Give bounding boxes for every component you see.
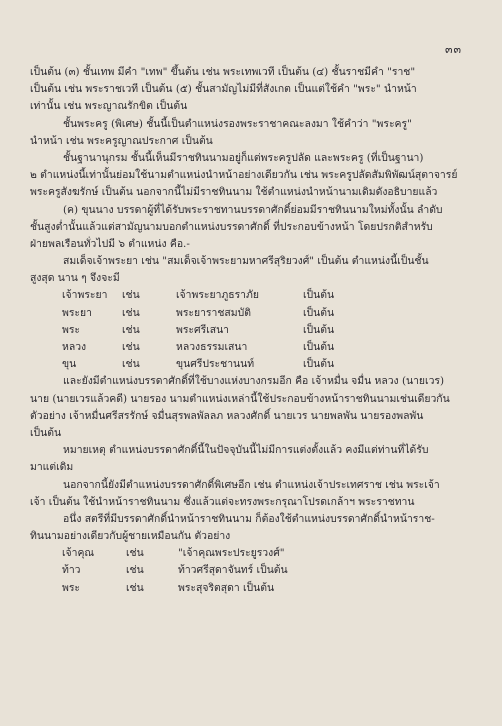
example-name: ท้าวศรีสุดาจันทร์ เป็นต้น bbox=[178, 564, 288, 577]
text-line: ตัวอย่าง เจ้าหมื่นศรีสรรักษ์ จมื่นสุรพลพัลลภ หลวงศักดิ์ นายเวร นายพลพัน นายรองพลพัน bbox=[30, 409, 424, 422]
rank-title: เจ้าพระยา bbox=[62, 289, 108, 302]
table-row bbox=[30, 580, 476, 597]
example-word: เช่น bbox=[122, 306, 140, 319]
text-line: เป็นต้น (๓) ชั้นเทพ มีคำ "เทพ" ขึ้นต้น เช่น พระเทพเวที เป็นต้น (๔) ชั้นราชมีคำ "ราช" bbox=[30, 66, 416, 78]
text-line: เป็นต้น เช่น พระราชเวที เป็นต้น (๕) ชั้นสามัญไม่มีที่สังเกต เป็นแต่ใช้คำ "พระ" นำหน้า bbox=[30, 83, 417, 96]
text-line: พระครูสังฆรักษ์ เป็นต้น นอกจากนี้ไม่มีราชทินนาม ใช้ตำแหน่งนำหน้านามเดิมดังอธิบายแล้ว bbox=[30, 186, 438, 199]
text-line: ๒ ตำแหน่งนี้เท่านั้นย่อมใช้นามตำแหน่งนำหน้าอย่างเดียวกัน เช่น พระครูปลัดสัมพิพัฒน์สุตาจารย์ bbox=[30, 169, 458, 182]
example-word: เช่น bbox=[126, 547, 144, 560]
example-name: หลวงธรรมเสนา bbox=[176, 341, 248, 353]
text-line: (ค) ขุนนาง บรรดาผู้ที่ได้รับพระราชทานบรรดาศักดิ์ย่อมมีราชทินนามใหม่ทั้งนั้น ลำดับ bbox=[63, 203, 443, 216]
rank-title: พระ bbox=[62, 581, 81, 594]
page-body bbox=[30, 64, 476, 597]
table-row bbox=[30, 322, 476, 339]
rank-title: พระ bbox=[62, 323, 81, 336]
rank-title: พระยา bbox=[62, 306, 92, 319]
text-line: มาแต่เดิม bbox=[30, 461, 74, 474]
text-line: ฝ่ายพลเรือนทั่วไปมี ๖ ตำแหน่ง คือ.- bbox=[30, 237, 190, 250]
text-line: ทินนามอย่างเดียวกับผู้ชายเหมือนกัน ตัวอย่าง bbox=[30, 530, 231, 543]
text-line: นาย (นายเวรแล้วคดี) นายรอง นามตำแหน่งเหล่านี้ใช้ประกอบข้างหน้าราชทินนามเช่นเดียวกัน bbox=[30, 392, 450, 405]
suffix: เป็นต้น bbox=[303, 289, 335, 302]
example-name: พระศรีเสนา bbox=[176, 323, 230, 336]
table-row bbox=[30, 545, 476, 562]
example-name: พระยาราชสมบัติ bbox=[176, 306, 251, 319]
suffix: เป็นต้น bbox=[303, 323, 335, 336]
table-row bbox=[30, 287, 476, 304]
rank-title: ท้าว bbox=[62, 564, 81, 577]
table-row bbox=[30, 356, 476, 373]
example-word: เช่น bbox=[126, 564, 144, 577]
table-row bbox=[30, 562, 476, 579]
text-line: ชั้นฐานานุกรม ชั้นนี้เห็นมีราชทินนามอยู่ก็แต่พระครูปลัด และพระครู (ที่เป็นฐานา) bbox=[63, 151, 424, 164]
rank-table bbox=[30, 287, 476, 373]
text-line: และยังมีตำแหน่งบรรดาศักดิ์ที่ใช้บางแห่งบางกรมอีก คือ เจ้าหมื่น จมื่น หลวง (นายเวร) bbox=[63, 375, 445, 388]
table-row bbox=[30, 339, 476, 356]
example-word: เช่น bbox=[122, 289, 140, 302]
text-line: เป็นต้น bbox=[30, 426, 62, 439]
example-word: เช่น bbox=[122, 358, 140, 371]
rank-title: หลวง bbox=[62, 341, 87, 353]
example-name: "เจ้าคุณพระประยูรวงศ์" bbox=[178, 547, 285, 560]
text-line: สมเด็จเจ้าพระยา เช่น "สมเด็จเจ้าพระยามหาศรีสุริยวงศ์" เป็นต้น ตำแหน่งนี้เป็นชั้น bbox=[63, 255, 429, 268]
example-name: ขุนศรีประชานนท์ bbox=[176, 358, 255, 371]
text-line: ชั้นพระครู (พิเศษ) ชั้นนี้เป็นตำแหน่งรองพระราชาคณะลงมา ใช้คำว่า "พระครู" bbox=[63, 117, 412, 130]
text-line: อนึ่ง สตรีที่มีบรรดาศักดิ์นำหน้าราชทินนาม ก็ต้องใช้ตำแหน่งบรรดาศักดิ์นำหน้าราช- bbox=[63, 512, 435, 525]
text-line: หมายเหตุ ตำแหน่งบรรดาศักดิ์นี้ในปัจจุบันนี้ไม่มีการแต่งตั้งแล้ว คงมีแต่ท่านที่ได้รับ bbox=[63, 444, 429, 457]
example-word: เช่น bbox=[126, 581, 144, 594]
text-line: เจ้า เป็นต้น ใช้นำหน้าราชทินนาม ซึ่งแล้วแต่จะทรงพระกรุณาโปรดเกล้าฯ พระราชทาน bbox=[30, 495, 415, 508]
suffix: เป็นต้น bbox=[303, 341, 335, 353]
female-rank-table bbox=[30, 545, 476, 597]
example-name: พระสุจริตสุดา เป็นต้น bbox=[178, 581, 275, 594]
page-number: ๓๓ bbox=[444, 43, 462, 56]
table-row bbox=[30, 305, 476, 322]
rank-title: ขุน bbox=[62, 358, 77, 371]
text-line: สูงสุด นาน ๆ จึงจะมี bbox=[30, 272, 120, 285]
example-name: เจ้าพระยาภูธราภัย bbox=[176, 289, 259, 302]
text-line: นอกจากนี้ยังมีตำแหน่งบรรดาศักดิ์พิเศษอีก เช่น ตำแหน่งเจ้าประเทศราช เช่น พระเจ้า bbox=[63, 478, 440, 491]
example-word: เช่น bbox=[122, 323, 140, 336]
suffix: เป็นต้น bbox=[303, 358, 335, 371]
example-word: เช่น bbox=[122, 341, 140, 353]
text-line: เท่านั้น เช่น พระญาณรักขิต เป็นต้น bbox=[30, 100, 188, 113]
text-line: ชั้นสูงต่ำนั้นแล้วแต่สามัญนามบอกตำแหน่งบรรดาศักดิ์ ที่ประกอบข้างหน้า โดยปรกติสำหรับ bbox=[30, 220, 433, 233]
text-line: นำหน้า เช่น พระครูญาณประกาศ เป็นต้น bbox=[30, 134, 213, 147]
rank-title: เจ้าคุณ bbox=[62, 547, 95, 560]
suffix: เป็นต้น bbox=[303, 306, 335, 319]
